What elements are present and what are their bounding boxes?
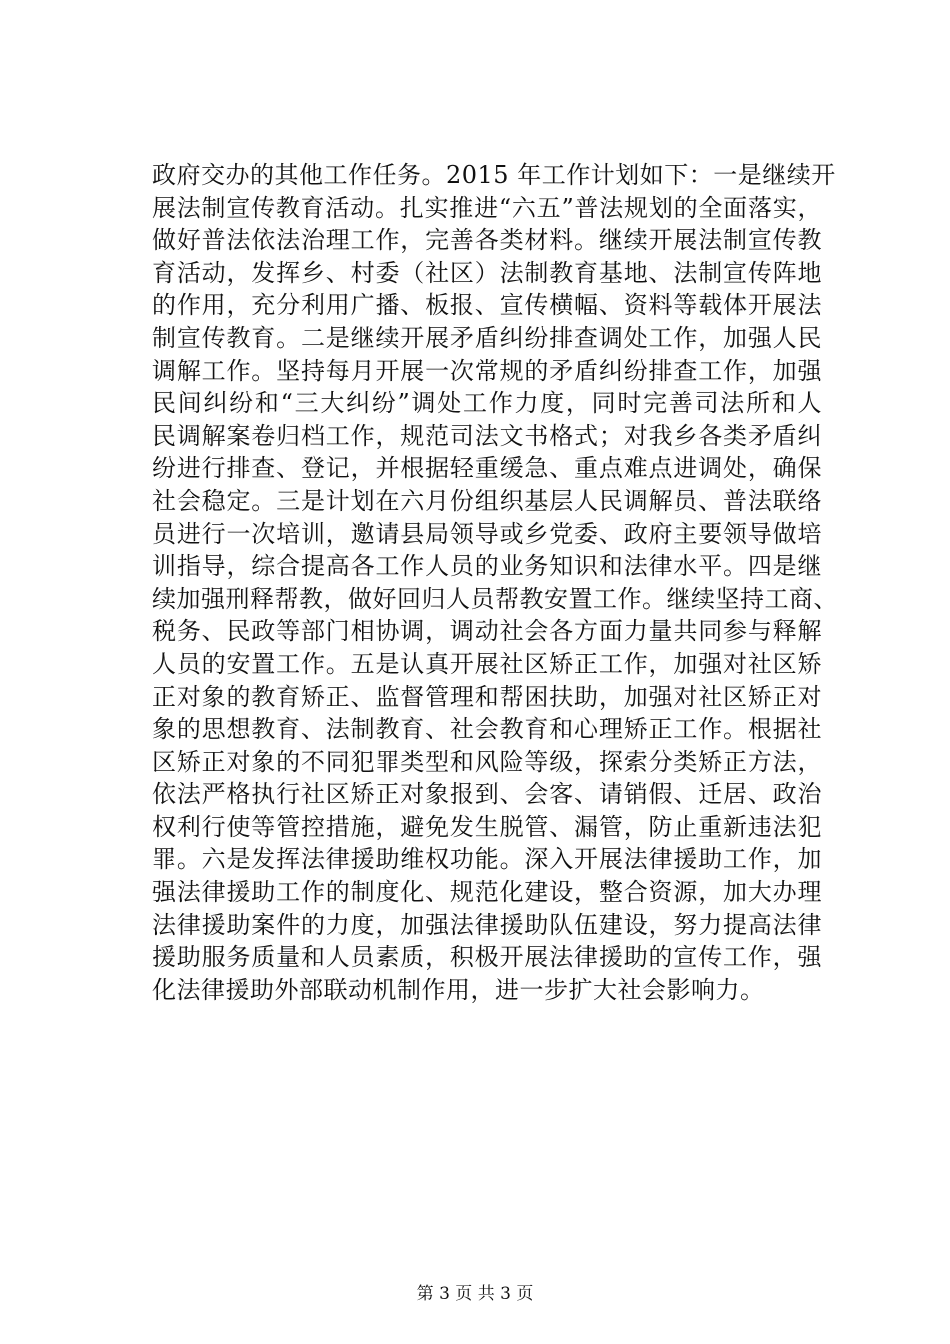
text-line: 制宣传教育。二是继续开展矛盾纠纷排查调处工作，加强人民 <box>152 323 822 352</box>
text-line: 社会稳定。三是计划在六月份组织基层人民调解员、普法联络 <box>152 486 822 515</box>
text-line: 的作用，充分利用广播、板报、宣传横幅、资料等载体开展法 <box>152 291 822 320</box>
text-line: 区矫正对象的不同犯罪类型和风险等级，探索分类矫正方法， <box>152 747 822 776</box>
text-line: 罪。六是发挥法律援助维权功能。深入开展法律援助工作，加 <box>152 845 822 874</box>
page-footer <box>0 1283 950 1305</box>
text-line: 续加强刑释帮教，做好回归人员帮教安置工作。继续坚持工商、 <box>152 584 838 613</box>
text-line: 员进行一次培训，邀请县局领导或乡党委、政府主要领导做培 <box>152 519 822 548</box>
text-line: 做好普法依法治理工作，完善各类材料。继续开展法制宣传教 <box>152 226 822 255</box>
text-line: 纷进行排查、登记，并根据轻重缓急、重点难点进调处，确保 <box>152 454 822 483</box>
text-line: 法律援助案件的力度，加强法律援助队伍建设，努力提高法律 <box>152 910 822 939</box>
text-line: 展法制宣传教育活动。扎实推进“六五”普法规划的全面落实， <box>152 193 822 222</box>
text-line: 正对象的教育矫正、监督管理和帮困扶助，加强对社区矫正对 <box>152 682 822 711</box>
text-line: 政府交办的其他工作任务。2015 年工作计划如下：一是继续开 <box>152 161 836 189</box>
text-line: 化法律援助外部联动机制作用，进一步扩大社会影响力。 <box>152 975 765 1004</box>
text-line: 民调解案卷归档工作，规范司法文书格式；对我乡各类矛盾纠 <box>152 421 822 450</box>
text-line: 民间纠纷和“三大纠纷”调处工作力度，同时完善司法所和人 <box>152 389 822 418</box>
text-line: 人员的安置工作。五是认真开展社区矫正工作，加强对社区矫 <box>152 649 822 678</box>
body-paragraph <box>152 159 838 1006</box>
text-line: 育活动，发挥乡、村委（社区）法制教育基地、法制宣传阵地 <box>152 258 822 287</box>
text-line: 象的思想教育、法制教育、社会教育和心理矫正工作。根据社 <box>152 715 822 744</box>
text-line: 税务、民政等部门相协调，调动社会各方面力量共同参与释解 <box>152 617 822 646</box>
text-line: 训指导，综合提高各工作人员的业务知识和法律水平。四是继 <box>152 552 822 581</box>
text-line: 依法严格执行社区矫正对象报到、会客、请销假、迁居、政治 <box>152 780 822 809</box>
page-number-label: 第 3 页 共 3 页 <box>416 1284 534 1304</box>
text-line: 强法律援助工作的制度化、规范化建设，整合资源，加大办理 <box>152 878 822 907</box>
text-line: 调解工作。坚持每月开展一次常规的矛盾纠纷排查工作，加强 <box>152 356 822 385</box>
text-line: 援助服务质量和人员素质，积极开展法律援助的宣传工作，强 <box>152 943 822 972</box>
text-line: 权利行使等管控措施，避免发生脱管、漏管，防止重新违法犯 <box>152 812 822 841</box>
